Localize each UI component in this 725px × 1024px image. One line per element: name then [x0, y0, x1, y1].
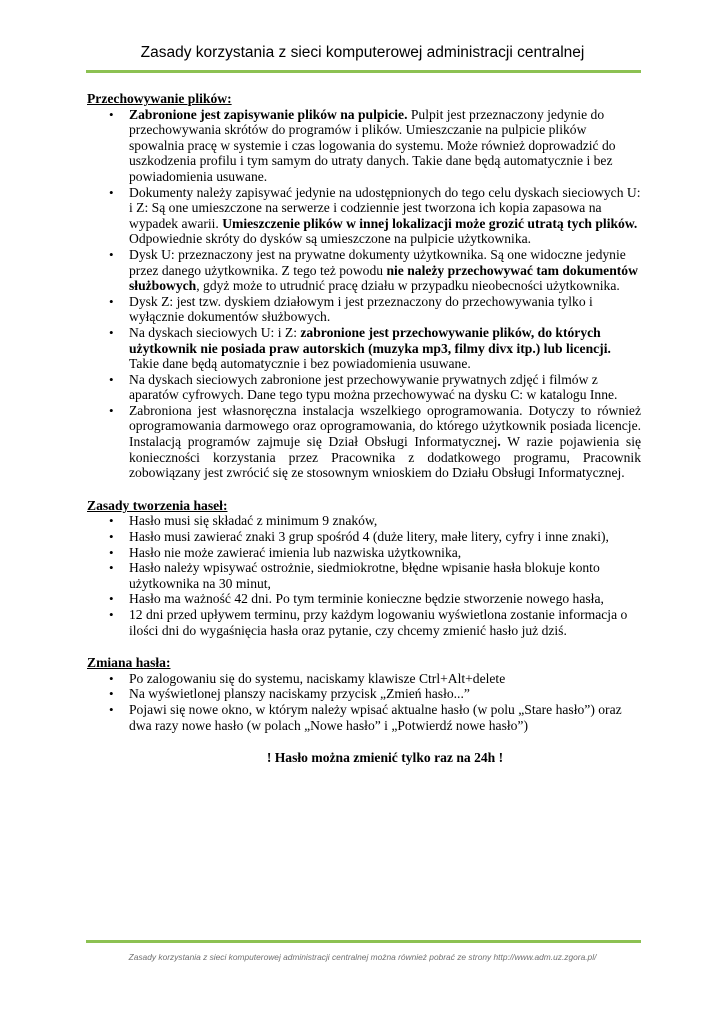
page-header-title: Zasady korzystania z sieci komputerowej administracji centralnej	[140, 44, 585, 61]
header-divider	[86, 70, 641, 73]
list-item: • Zabroniona jest własnoręczna instalacja wszelkiego oprogramowania. Dotyczy to również oprogramowania darmowego oraz oprogramowania, do którego użytkownik posiada licencje. Instalacją programów zajmuje się Dział Obsługi Informatycznej. W razie pojawienia się konieczności korzystania przez Pracownika z dodatkowego programu, Pracownik zobowiązany jest zwrócić się ze stosownym wnioskiem do Działu Obsługi Informatycznej.	[87, 403, 641, 481]
password-change-list	[87, 671, 641, 733]
list-item: • Zabronione jest zapisywanie plików na pulpicie. Pulpit jest przeznaczony jedynie do przechowywania skrótów do programów i plików. Umieszczanie na pulpicie plików spowalnia pracę w systemie i czas logowania do systemu. Może również doprowadzić do uszkodzenia profilu i tym samym do utraty danych. Takie dane będą automatycznie i bez powiadomienia usuwane.	[87, 107, 641, 185]
list-item: • Hasło nie może zawierać imienia lub nazwiska użytkownika,	[87, 545, 641, 561]
password-change-notice: ! Hasło można zmienić tylko raz na 24h !	[266, 750, 504, 766]
list-item: • Dokumenty należy zapisywać jedynie na udostępnionych do tego celu dyskach sieciowych U: i Z: Są one umieszczone na serwerze i codziennie jest tworzona ich kopia zapasowa na wypadek awarii. Umieszczenie plików w innej lokalizacji może grozić utratą tych plików. Odpowiednie skróty do dysków są umieszczone na pulpicie użytkownika.	[87, 185, 641, 247]
list-item: • Na dyskach sieciowych U: i Z: zabronione jest przechowywanie plików, do których użytkownik nie posiada praw autorskich (muzyka mp3, filmy divx itp.) lub licencji. Takie dane będą automatycznie i bez powiadomienia usuwane.	[87, 325, 641, 372]
list-item: • Pojawi się nowe okno, w którym należy wpisać aktualne hasło (w polu „Stare hasło”) oraz dwa razy nowe hasło (w polach „Nowe hasło” i „Potwierdź nowe hasło”)	[87, 702, 641, 733]
list-item: • Hasło musi zawierać znaki 3 grup spośród 4 (duże litery, małe litery, cyfry i inne znaki),	[87, 529, 641, 545]
list-item: • 12 dni przed upływem terminu, przy każdym logowaniu wyświetlona zostanie informacja o ilości dni do wygaśnięcia hasła oraz pytanie, czy chcemy zmienić hasło już dziś.	[87, 607, 641, 638]
list-item: • Na wyświetlonej planszy naciskamy przycisk „Zmień hasło...”	[87, 686, 641, 702]
section-heading-password-change: Zmiana hasła:	[87, 655, 171, 671]
document-body	[87, 91, 641, 779]
footer-divider	[86, 940, 641, 943]
list-item: • Dysk U: przeznaczony jest na prywatne dokumenty użytkownika. Są one widoczne jedynie przez danego użytkownika. Z tego też powodu nie należy przechowywać tam dokumentów służbowych, gdyż może to utrudnić pracę działu w przypadku nieobecności użytkownika.	[87, 247, 641, 294]
list-item: • Hasło ma ważność 42 dni. Po tym terminie konieczne będzie stworzenie nowego hasła,	[87, 591, 641, 607]
list-item: • Dysk Z: jest tzw. dyskiem działowym i jest przeznaczony do przechowywania tylko i wyłącznie dokumentów służbowych.	[87, 294, 641, 325]
file-storage-list	[87, 107, 641, 481]
section-heading-file-storage: Przechowywanie plików:	[87, 91, 232, 106]
password-rules-list	[87, 513, 641, 638]
list-item: • Hasło należy wpisywać ostrożnie, siedmiokrotne, błędne wpisanie hasła blokuje konto użytkownika na 30 minut,	[87, 560, 641, 591]
section-heading-password-rules: Zasady tworzenia haseł:	[87, 497, 228, 513]
list-item: • Na dyskach sieciowych zabronione jest przechowywanie prywatnych zdjęć i filmów z aparatów cyfrowych. Dane tego typu można przechowywać na dysku C: w katalogu Inne.	[87, 372, 641, 403]
footer-note: Zasady korzystania z sieci komputerowej administracji centralnej można również pobrać ze strony http://www.adm.uz.zgora.pl/	[128, 952, 597, 962]
list-item: • Hasło musi się składać z minimum 9 znaków,	[87, 513, 641, 529]
list-item: • Po zalogowaniu się do systemu, naciskamy klawisze Ctrl+Alt+delete	[87, 671, 641, 687]
